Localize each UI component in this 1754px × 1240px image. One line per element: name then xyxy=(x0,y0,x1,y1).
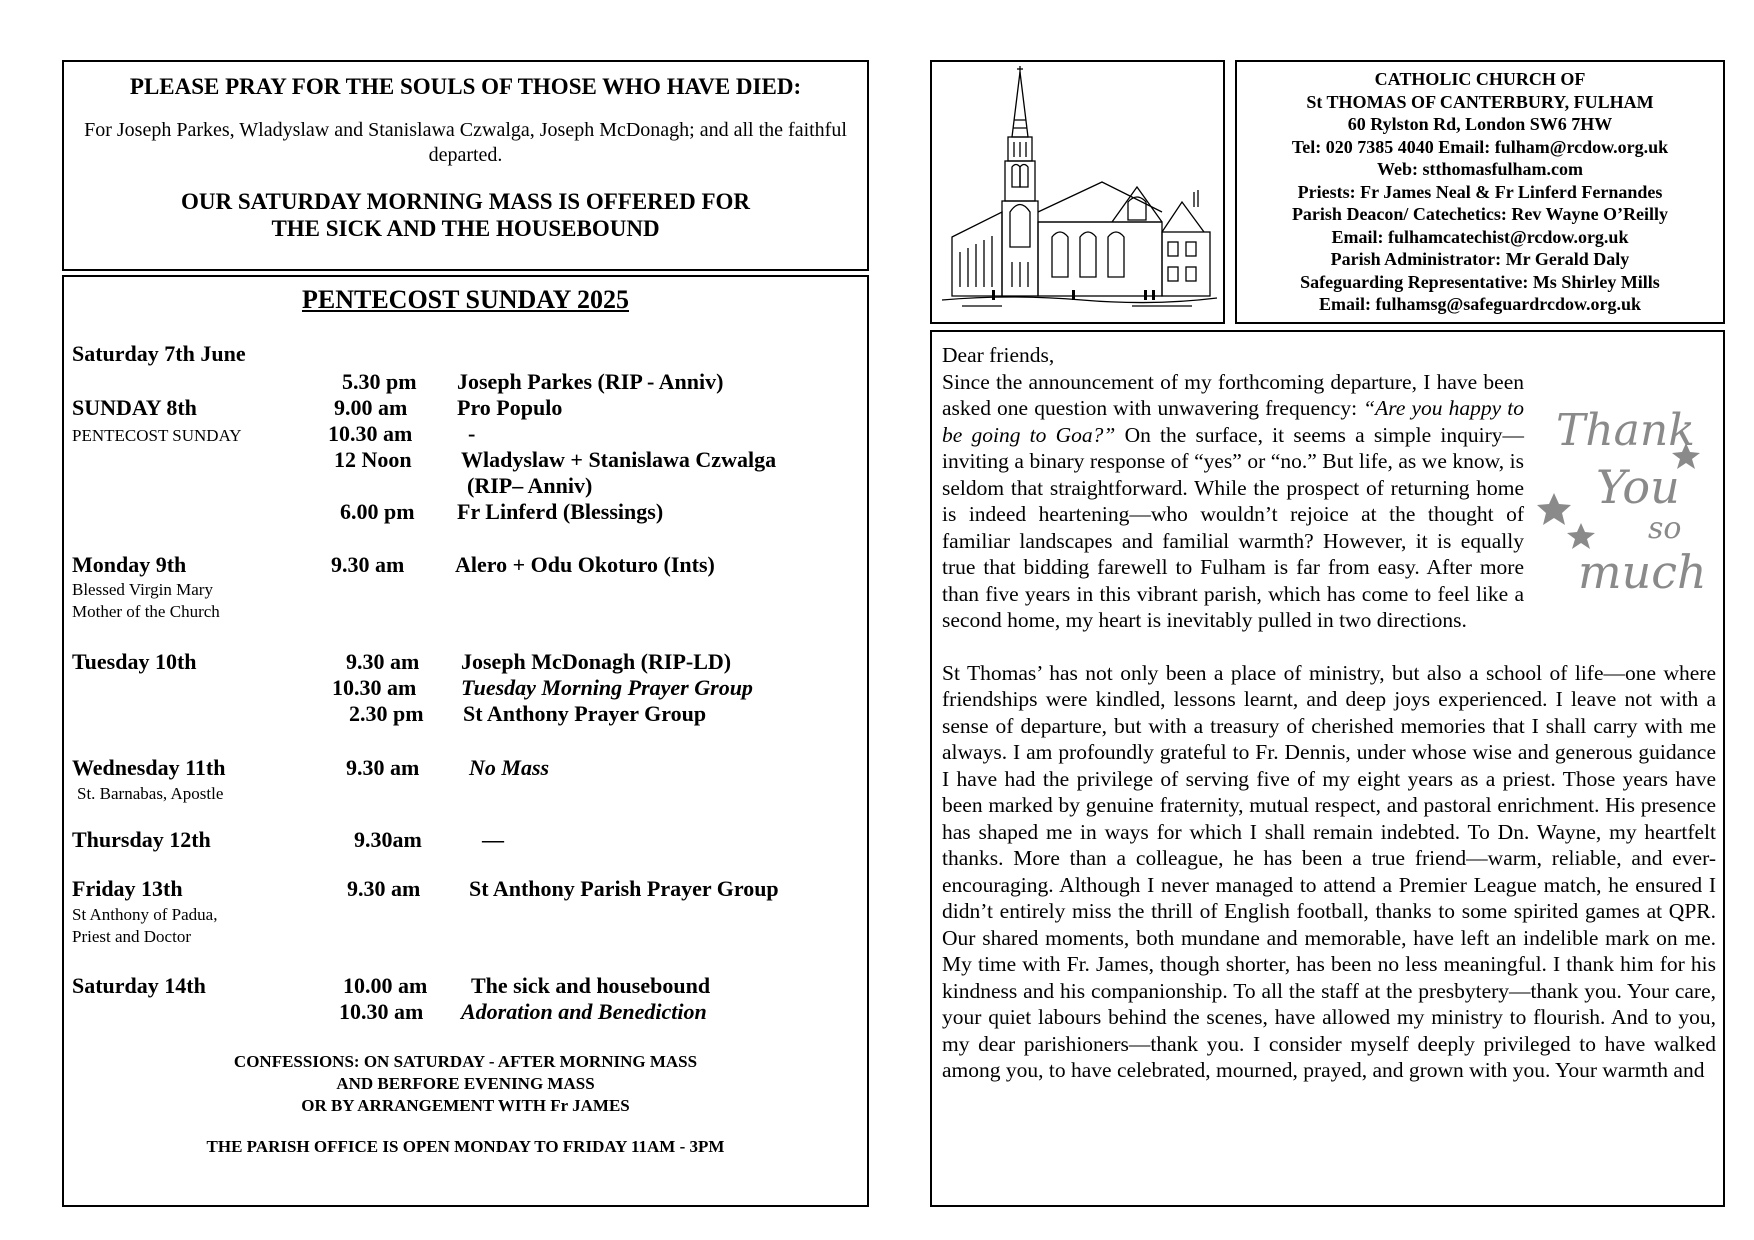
mass-time: 9.30 am xyxy=(346,649,420,674)
day-thursday-12: Thursday 12th xyxy=(72,827,211,852)
church-admin: Parish Administrator: Mr Gerald Daly xyxy=(1330,249,1630,269)
church-web: Web: stthomasfulham.com xyxy=(1377,159,1583,179)
mass-intention: - xyxy=(468,421,476,446)
confessions-notice: CONFESSIONS: ON SATURDAY - AFTER MORNING MASS AND BERFORE EVENING MASS OR BY ARRANGEMENT WITH Fr JAMES xyxy=(233,1052,698,1115)
mass-intention: The sick and housebound xyxy=(471,973,711,998)
letter-paragraph-2: St Thomas’ has not only been a place of ministry, but also a school of life—one where friendships were kindled, lessons learnt, and deep joys experienced. I leave not with a sense of departure, but with a treasury of cherished memories that I shall carry with me always. I am profoundly grateful to Fr. Dennis, under whose wise and generous guidance I have had the privilege of serving five of my eight years as a priest. Those years have been marked by genuine fraternity, mutual respect, and pastoral enrichment. His presence has shaped me in ways for which I shall remain indebted. To Dn. Wayne, my heartfelt thanks. More than a colleague, he has been a true friend—warm, reliable, and ever-encouraging. Although I never managed to attend a Premier League match, he ensured I didn’t entirely miss the thrill of English football, thanks to some spirited games at QPR. Our shared moments, both mundane and memorable, have left an indelible mark on me. My time with Fr. James, though shorter, has been no less meaningful. I thank him for his kindness and his companionship. To all the staff at the presbytery—thank you. Your care, your quiet labours behind the scenes, have allowed my ministry to flourish. And to you, my dear parishioners—thank you. I consider myself deeply privileged to have walked among you, to have celebrated, mourned, prayed, and grown with you. Your warmth and xyxy=(942,660,1716,1082)
thanks-word: much xyxy=(1578,544,1707,599)
mass-time: 10.30 am xyxy=(332,675,417,700)
letter-p1-start: Since the announcement of my forthcoming departure, I have been asked one question with unwavering frequency: xyxy=(942,369,1524,420)
mass-time: 10.30 am xyxy=(328,421,413,446)
mass-time: 6.00 pm xyxy=(340,499,415,524)
day-wednesday-11: Wednesday 11th xyxy=(72,755,226,780)
church-priests: Priests: Fr James Neal & Fr Linferd Fernandes xyxy=(1297,181,1663,202)
mass-intention: Pro Populo xyxy=(457,395,563,420)
schedule-title: PENTECOST SUNDAY 2025 xyxy=(301,285,629,314)
day-feast: St. Barnabas, Apostle xyxy=(77,784,224,803)
letter-text xyxy=(942,342,1716,1084)
day-saturday-14: Saturday 14th xyxy=(72,973,206,998)
mass-intention: Tuesday Morning Prayer Group xyxy=(461,675,753,700)
thank-you-image xyxy=(1536,383,1716,613)
safeguarding-email: Email: fulhamsg@safeguardrcdow.org.uk xyxy=(1319,294,1641,314)
day-friday-13: Friday 13th xyxy=(72,876,183,901)
day-feast: Priest and Doctor xyxy=(72,927,191,946)
mass-intention: Fr Linferd (Blessings) xyxy=(457,499,664,524)
mass-intention: St Anthony Parish Prayer Group xyxy=(469,876,779,901)
safeguarding-rep: Safeguarding Representative: Ms Shirley Mills xyxy=(1300,271,1660,292)
thanks-word: You xyxy=(1596,459,1680,514)
prayer-heading: PLEASE PRAY FOR THE SOULS OF THOSE WHO HAVE DIED: xyxy=(129,74,802,99)
letter-quote: “Are you happy to be going to Goa?” xyxy=(942,396,1524,447)
church-contact: Tel: 020 7385 4040 Email: fulham@rcdow.org.uk xyxy=(1291,136,1669,157)
prayer-box xyxy=(62,60,869,271)
day-sunday-8: SUNDAY 8th xyxy=(72,395,197,420)
day-feast: St Anthony of Padua, xyxy=(72,905,218,924)
mass-time: 10.00 am xyxy=(343,973,428,998)
mass-intention: Joseph Parkes (RIP - Anniv) xyxy=(457,369,724,394)
mass-intention: Adoration and Benediction xyxy=(461,999,707,1024)
church-illustration xyxy=(932,62,1223,322)
mass-time: 9.00 am xyxy=(334,395,408,420)
office-hours: THE PARISH OFFICE IS OPEN MONDAY TO FRIDAY 11AM - 3PM xyxy=(206,1137,725,1156)
saturday-mass-notice: OUR SATURDAY MORNING MASS IS OFFERED FOR THE SICK AND THE HOUSEBOUND xyxy=(180,189,751,241)
mass-time: 9.30 am xyxy=(346,755,420,780)
mass-intention: Wladyslaw + Stanislawa Czwalga xyxy=(461,447,777,472)
prayer-names: For Joseph Parkes, Wladyslaw and Stanislawa Czwalga, Joseph McDonagh; and all the faithful departed. xyxy=(84,119,847,166)
thanks-word: so xyxy=(1648,510,1682,546)
day-saturday-7: Saturday 7th June xyxy=(72,341,246,366)
mass-intention: St Anthony Prayer Group xyxy=(463,701,707,726)
church-name-line1: CATHOLIC CHURCH OF xyxy=(1374,69,1586,89)
church-deacon: Parish Deacon/ Catechetics: Rev Wayne O’Reilly xyxy=(1291,204,1669,224)
mass-intention: — xyxy=(482,827,504,852)
day-feast: Blessed Virgin Mary xyxy=(72,580,213,599)
day-feast: Mother of the Church xyxy=(72,602,220,621)
mass-intention: Alero + Odu Okoturo (Ints) xyxy=(455,552,715,577)
church-drawing xyxy=(930,60,1225,324)
mass-time: 9.30am xyxy=(354,827,422,852)
church-name-line2: St THOMAS OF CANTERBURY, FULHAM xyxy=(1306,91,1654,112)
mass-intention: Joseph McDonagh (RIP-LD) xyxy=(461,649,732,674)
church-address: 60 Rylston Rd, London SW6 7HW xyxy=(1347,114,1613,134)
mass-time: 5.30 pm xyxy=(342,369,417,394)
day-tuesday-10: Tuesday 10th xyxy=(72,649,197,674)
mass-schedule xyxy=(62,275,869,1207)
mass-time: 9.30 am xyxy=(347,876,421,901)
mass-intention-cont: (RIP– Anniv) xyxy=(467,473,593,498)
farewell-letter xyxy=(930,330,1725,1207)
day-feast: PENTECOST SUNDAY xyxy=(72,426,242,445)
deacon-email: Email: fulhamcatechist@rcdow.org.uk xyxy=(1331,226,1629,247)
mass-time: 2.30 pm xyxy=(349,701,424,726)
mass-time: 9.30 am xyxy=(331,552,405,577)
thanks-word: Thank xyxy=(1556,404,1695,456)
mass-time: 10.30 am xyxy=(339,999,424,1024)
letter-p1-rest: On the surface, it seems a simple inquiry—inviting a binary response of “yes” or “no.” But life, as we know, is seldom that straightforward. While the prospect of returning home is indeed heartening—who wouldn’t rejoice at the thought of familiar landscapes and familial warmth? However, it is equally true that bidding farewell to Fulham is far from easy. After more than five years in this vibrant parish, which has come to feel like a second home, my heart is inevitably pulled in two directions. xyxy=(942,422,1524,632)
mass-intention: No Mass xyxy=(469,755,550,780)
church-info xyxy=(1235,60,1725,324)
letter-greeting: Dear friends, xyxy=(942,343,1055,367)
mass-time: 12 Noon xyxy=(334,447,412,472)
day-monday-9: Monday 9th xyxy=(72,552,187,577)
